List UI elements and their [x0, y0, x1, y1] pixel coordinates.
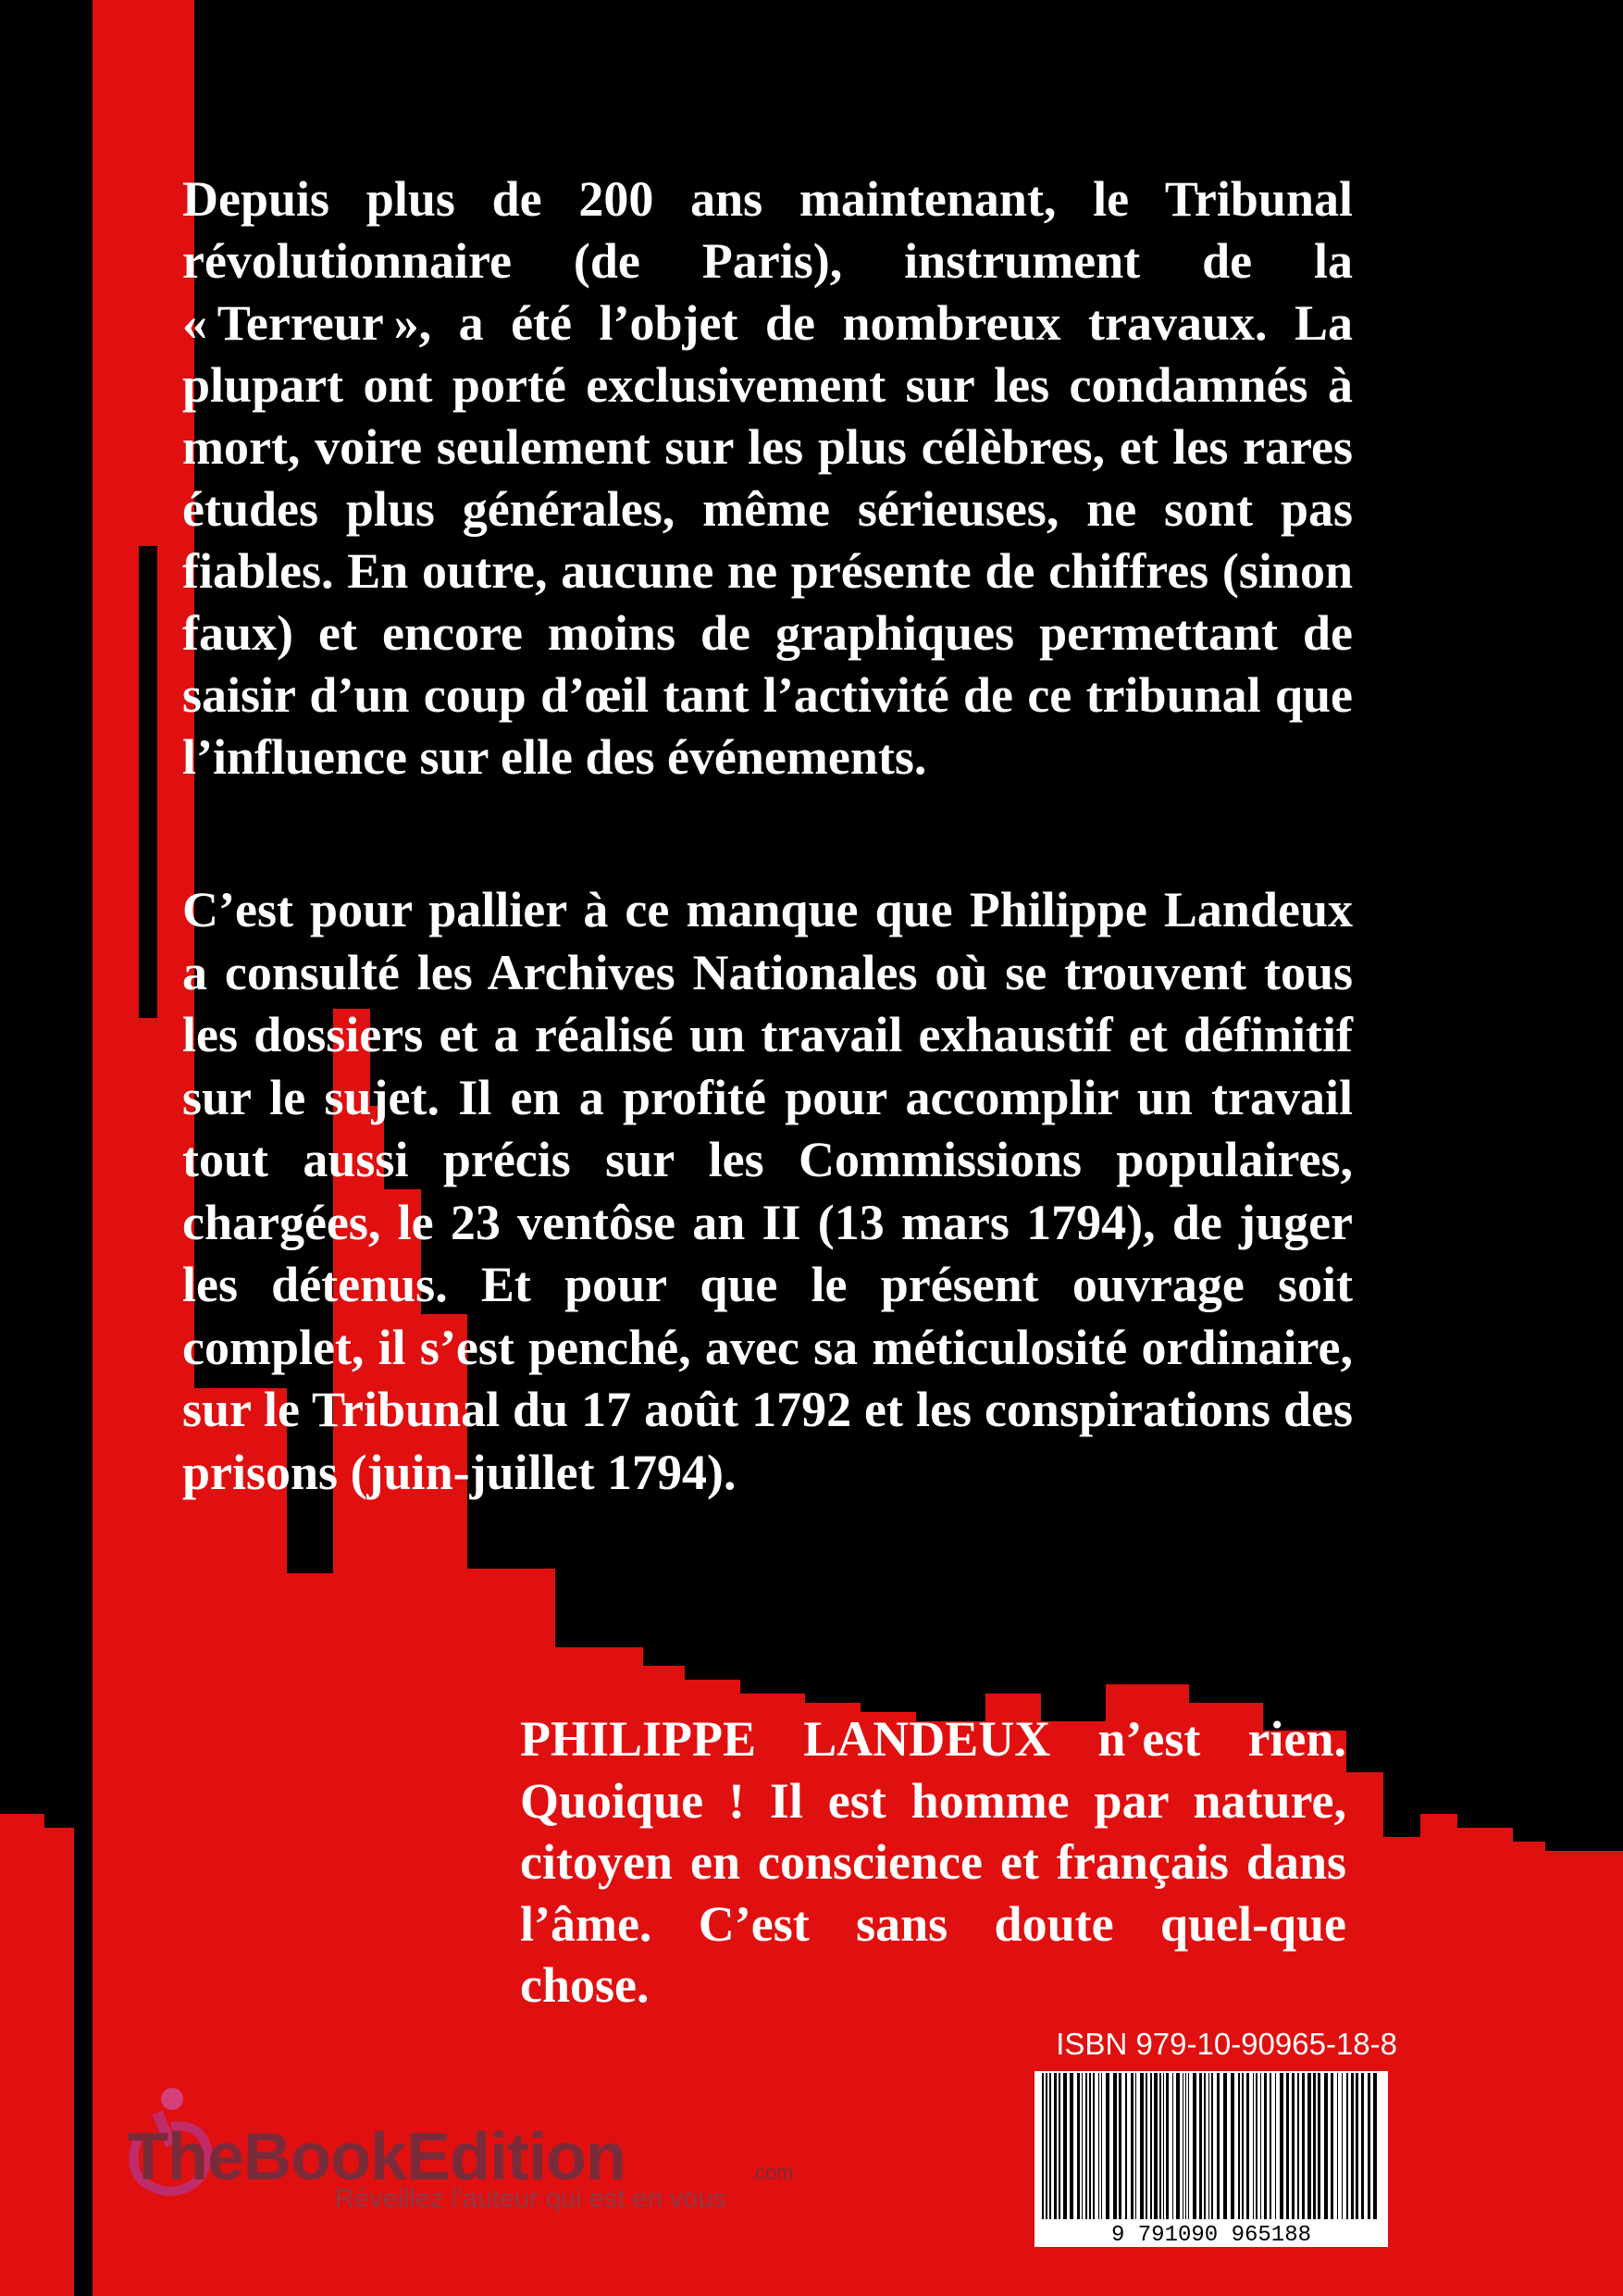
publisher-domain-suffix: .com [750, 2161, 794, 2184]
blurb-paragraph-2: C’est pour pallier à ce manque que Philippe Landeux a consulté les Archives Nationales où se trouvent tous les dossiers et a réalisé un travail exhaustif et définitif sur le sujet. Il en a profité pour accomplir un travail tout aussi précis sur les Commissions populaires, chargées, le 23 ventôse an II (13 mars 1794), de juger les détenus. Et pour que le présent ouvrage soit complet, il s’est penché, avec sa méticulosité ordinaire, sur le Tribunal du 17 août 1792 et les conspirations des prisons (juin-juillet 1794). [182, 882, 1353, 1500]
isbn-barcode [1035, 2071, 1388, 2247]
barcode-icon [1035, 2071, 1388, 2247]
publisher-tagline: Réveillez l'auteur qui est en vous [335, 2184, 727, 2214]
publisher-name: TheBookEdition [128, 2120, 626, 2194]
author-bio: PHILIPPE LANDEUX n’est rien. Quoique ! Il est homme par nature, citoyen en conscience et français dans l’âme. C’est sans doute quel-que chose. [520, 1711, 1346, 2013]
svg-text:9 791090 965188: 9 791090 965188 [1110, 2223, 1312, 2247]
isbn-label: ISBN 979-10-90965-18-8 [1056, 2027, 1397, 2061]
blurb-paragraph-1: Depuis plus de 200 ans maintenant, le Tribunal révolutionnaire (de Paris), instrument de la « Terreur », a été l’objet de nombreux travaux. La plupart ont porté exclusivement sur les condamnés à mort, voire seulement sur les plus célèbres, et les rares études plus générales, même sérieuses, ne sont pas fiables. En outre, aucune ne présente de chiffres (sinon faux) et encore moins de graphiques permettant de saisir d’un coup d’œil tant l’activité de ce tribunal que l’influence sur elle des événements. [182, 171, 1353, 785]
